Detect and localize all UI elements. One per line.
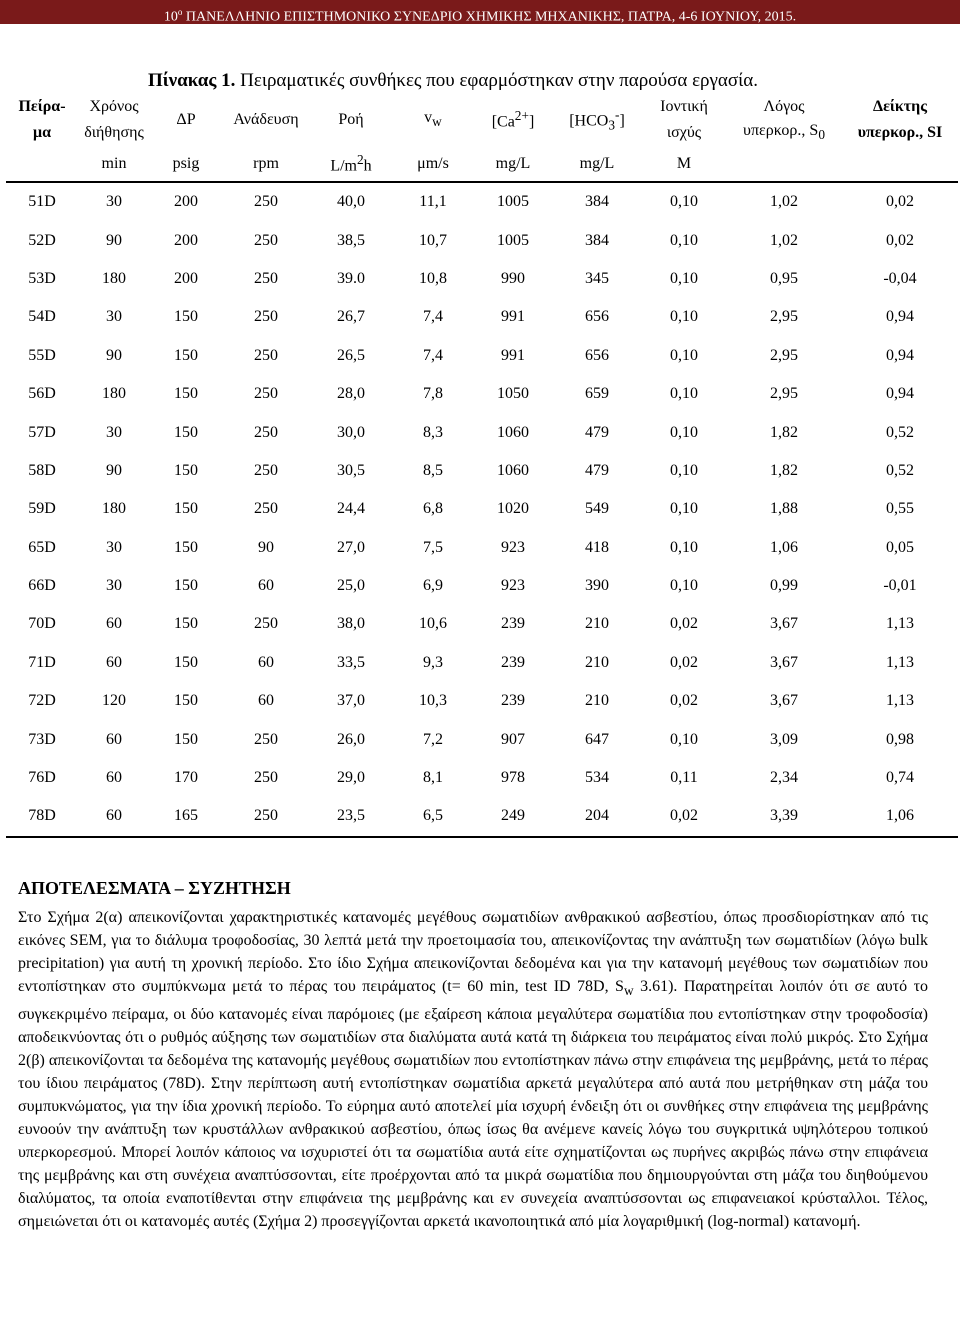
table-cell: 180 [102, 385, 126, 403]
table-body [6, 182, 958, 837]
table-cell: 1,82 [770, 423, 798, 441]
table-cell: 978 [501, 769, 525, 787]
table-cell: 150 [174, 692, 198, 710]
table-cell: 1,06 [842, 797, 958, 836]
table-cell: 26,5 [337, 346, 365, 364]
table-cell: 3,67 [770, 692, 798, 710]
table-cell: 0,10 [670, 385, 698, 403]
table-cell: 10,7 [419, 231, 447, 249]
caption-label: Πίνακας 1. [148, 70, 236, 91]
table-cell: 0,02 [670, 653, 698, 671]
table-cell: 1,13 [886, 615, 914, 633]
table-row [6, 644, 958, 682]
table-cell: 150 [174, 308, 198, 326]
table-row [6, 605, 958, 643]
table-cell: 8,1 [423, 769, 443, 787]
table-cell: 51D [28, 193, 56, 211]
table-cell: 60 [106, 653, 122, 671]
table-cell: 60 [106, 769, 122, 787]
table-cell: 150 [174, 730, 198, 748]
table-cell: 0,52 [886, 461, 914, 479]
table-cell: 0,10 [670, 461, 698, 479]
table-cell: 10,8 [419, 269, 447, 287]
table-cell: 90 [106, 346, 122, 364]
table-cell: 26,7 [337, 308, 365, 326]
table-cell: 1060 [497, 423, 529, 441]
table-cell: 30 [106, 538, 122, 556]
col-stirring: Ανάδευση [233, 111, 299, 128]
table-cell: 150 [174, 500, 198, 518]
table-cell: 70D [28, 615, 56, 633]
table-cell: 90 [258, 538, 274, 556]
table-cell: 647 [585, 730, 609, 748]
col-experiment-2: μα [33, 124, 51, 141]
table-cell: 55D [28, 346, 56, 364]
col-dp: ΔP [176, 111, 196, 128]
table-cell: 0,02 [670, 692, 698, 710]
table-cell: 923 [501, 577, 525, 595]
table-cell: -0,01 [883, 577, 917, 595]
table-cell: 0,10 [670, 730, 698, 748]
table-cell: 2,95 [770, 346, 798, 364]
table-cell: 30 [106, 577, 122, 595]
table-cell: 2,95 [770, 308, 798, 326]
table-cell: 479 [585, 461, 609, 479]
table-cell: 60 [78, 797, 150, 836]
table-row [6, 720, 958, 758]
table-cell: 0,52 [886, 423, 914, 441]
table-cell: 0,10 [670, 193, 698, 211]
table-cell: 71D [28, 653, 56, 671]
table-cell: 6,8 [423, 500, 443, 518]
table-cell: 1,02 [770, 193, 798, 211]
body-paragraph: Στο Σχήμα 2(α) απεικονίζονται χαρακτηριστικές κατανομές μεγέθους σωματιδίων ανθρακικού ασβεστίου, όπως προσδιορίστηκαν από τις εικόνες SEM, για το διάλυμα τροφοδοσίας, 30 λεπτά μετά την προετοιμασία του, απεικονίζοντας την ανάπτυξη των σωματιδίων (λόγω bulk precipitation) για αυτή τη χρονική περίοδο. Στο ίδιο Σχήμα απεικονίζονται δεδομένα και για την κατανομή μεγέθους των σωματιδίων που εντοπίστηκαν στο συμπύκνωμα μετά το πέρας του πειράματος (t= 60 min, test ID 78D, $S_w$ 3.61). Παρατηρείται λοιπόν ότι σε αυτό το συγκεκριμένο πείραμα, οι δύο κατανομές είναι παρόμοιες (με εξαίρεση κάποια μεγαλύτερα σωματίδια που εντοπίστηκαν στην τροφοδοσία) αποδεικνύοντας ότι ο ρυθμός αύξησης των σωματιδίων στα διαλύματα αυτά κατά τη διάρκεια του πειράματος είναι πολύ μικρός. Στο Σχήμα 2(β) απεικονίζονται τα δεδομένα της κατανομής μεγέθους σωματιδίων που εντοπίστηκαν πάνω στην επιφάνεια της μεμβράνης, μετά το πέρας του ίδιου πειράματος (78D). Στην περίπτωση αυτή εντοπίστηκαν σωματίδια αρκετά μεγαλύτερα από αυτά που μετρήθηκαν στη μάζα του συμπυκνώματος, για την ίδια χρονική περίοδο. Το εύρημα αυτό αποτελεί μία ισχυρή ένδειξη ότι οι συνθήκες στην επιφάνεια της μεμβράνης ευνοούν την ανάπτυξη των κρυστάλλων ανθρακικού ασβεστίου, όπως ίσως θα ανέμενε κανείς λόγω του συγκριτικά υψηλότερου τοπικού υπερκορεσμού. Μπορεί λοιπόν κάποιος να ισχυριστεί ότι τα σωματίδια αυτά είτε σχηματίζονται ως πυρήνες ακριβώς πάνω στην επιφάνεια της μεμβράνης και στη συνέχεια αναπτύσσονται, είτε προέρχονται από τα μικρά σωματίδια που δημιουργούνται στη μάζα του διηθούμενου διαλύματος, τα οποία εναποτίθενται στην επιφάνεια της μεμβράνης και εν συνεχεία αναπτύσσονται ως επιφανειακοί κρύσταλλοι. Τέλος, σημειώνεται ότι οι κατανομές αυτές (Σχήμα 2) προσεγγίζονται αρκετά ικανοποιητικά από μία λογαριθμική (log-normal) κατανομή. [18, 909, 929, 1231]
table-cell: 6,9 [423, 577, 443, 595]
table-cell: 60 [106, 615, 122, 633]
table-cell: 1005 [497, 231, 529, 249]
table-cell: 0,10 [670, 231, 698, 249]
table-cell: 0,10 [670, 423, 698, 441]
table-row [6, 682, 958, 720]
table-cell: 210 [585, 692, 609, 710]
table-cell: 37,0 [337, 692, 365, 710]
table-cell: 1,88 [770, 500, 798, 518]
table-cell: 76D [28, 769, 56, 787]
table-cell: 90 [106, 231, 122, 249]
table-cell: 2,95 [770, 385, 798, 403]
table-cell: 8,3 [423, 423, 443, 441]
table-cell: 0,10 [670, 500, 698, 518]
table-cell: 656 [585, 346, 609, 364]
table-cell: 72D [28, 692, 56, 710]
table-cell: 53D [28, 269, 56, 287]
table-cell: 250 [254, 231, 278, 249]
table-cell: 2,34 [770, 769, 798, 787]
table-cell: 30 [106, 423, 122, 441]
table-cell: 249 [474, 797, 552, 836]
col-experiment: Πείρα- [18, 98, 66, 115]
table-cell: 991 [501, 308, 525, 326]
table-cell: 250 [254, 308, 278, 326]
unit-flux: $L/m^2h$ [310, 146, 392, 182]
table-cell: 1,13 [886, 692, 914, 710]
table-cell: 210 [585, 615, 609, 633]
table-cell: 23,5 [310, 797, 392, 836]
table-cell: 165 [150, 797, 222, 836]
table-cell: 0,02 [670, 615, 698, 633]
table-cell: 0,10 [670, 269, 698, 287]
table-cell: 0,02 [886, 231, 914, 249]
table-cell: 7,5 [423, 538, 443, 556]
table-cell: 390 [585, 577, 609, 595]
table-cell: 78D [6, 797, 78, 836]
col-filtration-time-2: διήθησης [84, 124, 144, 141]
table-cell: 60 [258, 692, 274, 710]
table-cell: 33,5 [337, 653, 365, 671]
table-cell: 0,95 [770, 269, 798, 287]
unit-rpm: rpm [222, 146, 310, 182]
table-cell: 30,5 [337, 461, 365, 479]
table-cell: 40,0 [337, 193, 365, 211]
table-cell: 120 [102, 692, 126, 710]
table-row [6, 452, 958, 490]
table-cell: 60 [258, 577, 274, 595]
table-cell: 27,0 [337, 538, 365, 556]
table-cell: 7,4 [423, 308, 443, 326]
table-cell: 0,10 [670, 308, 698, 326]
table-cell: 204 [552, 797, 642, 836]
table-cell: 150 [174, 423, 198, 441]
table-cell: 534 [585, 769, 609, 787]
table-cell: 3,39 [726, 797, 842, 836]
table-cell: 65D [28, 538, 56, 556]
table-cell: 180 [102, 269, 126, 287]
table-cell: 60 [258, 653, 274, 671]
table-cell: 0,10 [670, 577, 698, 595]
table-cell: 0,98 [886, 730, 914, 748]
table-cell: 66D [28, 577, 56, 595]
table-cell: 7,8 [423, 385, 443, 403]
unit-mgl-ca: mg/L [474, 146, 552, 182]
table-cell: 3,67 [770, 615, 798, 633]
table-cell: 25,0 [337, 577, 365, 595]
table-cell: 0,11 [670, 769, 698, 787]
table-row [6, 337, 958, 375]
table-cell: 250 [254, 269, 278, 287]
table-cell: 907 [501, 730, 525, 748]
table-cell: 479 [585, 423, 609, 441]
table-cell: 250 [254, 461, 278, 479]
table-cell: 656 [585, 308, 609, 326]
col-ionic-strength: Ιοντική [660, 98, 708, 115]
table-cell: 0,55 [886, 500, 914, 518]
unit-molar: M [642, 146, 726, 182]
table-cell: -0,04 [883, 269, 917, 287]
table-cell: 28,0 [337, 385, 365, 403]
table-row [6, 221, 958, 259]
table-cell: 384 [585, 193, 609, 211]
table-row [6, 413, 958, 451]
table-cell: 30,0 [337, 423, 365, 441]
table-cell: 57D [28, 423, 56, 441]
table-cell: 200 [174, 193, 198, 211]
table-cell: 59D [28, 500, 56, 518]
table-cell: 250 [254, 500, 278, 518]
table-cell: 150 [174, 615, 198, 633]
caption-text: Πειραματικές συνθήκες που εφαρμόστηκαν στην παρούσα εργασία. [235, 70, 758, 91]
table-row [6, 182, 958, 221]
conditions-table [6, 94, 958, 838]
table-cell: 250 [254, 423, 278, 441]
table-cell: 1,13 [886, 653, 914, 671]
table-cell: 250 [222, 797, 310, 836]
table-cell: 11,1 [419, 193, 447, 211]
unit-psig: psig [150, 146, 222, 182]
table-cell: 250 [254, 346, 278, 364]
table-cell: 24,4 [337, 500, 365, 518]
table-cell: 250 [254, 615, 278, 633]
table-cell: 8,5 [423, 461, 443, 479]
table-cell: 250 [254, 385, 278, 403]
table-cell: 250 [254, 730, 278, 748]
table-cell: 923 [501, 538, 525, 556]
col-vw: $v_w$ [424, 109, 442, 130]
conference-header: $10^o$ ΠΑΝΕΛΛΗΝΙΟ ΕΠΙΣΤΗΜΟΝΙΚΟ ΣΥΝΕΔΡΙΟ ΧΗΜΙΚΗΣ ΜΗΧΑΝΙΚΗΣ, ΠΑΤΡΑ, 4-6 ΙΟΥΝΙΟΥ, 2015. [0, 0, 960, 24]
table-cell: 345 [585, 269, 609, 287]
table-row [6, 298, 958, 336]
table-cell: 29,0 [337, 769, 365, 787]
table-cell: 150 [174, 346, 198, 364]
table-row [6, 567, 958, 605]
table-cell: 1050 [497, 385, 529, 403]
table-cell: 239 [501, 615, 525, 633]
table-cell: 1020 [497, 500, 529, 518]
table-cell: 200 [174, 231, 198, 249]
table-cell: 9,3 [423, 653, 443, 671]
table-cell: 150 [174, 577, 198, 595]
table-cell: 549 [585, 500, 609, 518]
table-cell: 250 [254, 193, 278, 211]
table-cell: 150 [174, 461, 198, 479]
table-cell: 7,4 [423, 346, 443, 364]
col-supersaturation-index: Δείκτης [873, 98, 927, 115]
table-cell: 150 [174, 385, 198, 403]
table-row [6, 759, 958, 797]
table-cell: 90 [106, 461, 122, 479]
table-cell: 0,10 [670, 346, 698, 364]
table-cell: 1,06 [770, 538, 798, 556]
table-cell: 239 [501, 692, 525, 710]
table-cell: 384 [585, 231, 609, 249]
col-ca: $[Ca^{2+}]$ [491, 108, 535, 131]
col-filtration-time: Χρόνος [89, 98, 139, 115]
table-row [6, 529, 958, 567]
table-cell: 659 [585, 385, 609, 403]
table-cell: 3,09 [770, 730, 798, 748]
table-cell: 210 [585, 653, 609, 671]
table-cell: 56D [28, 385, 56, 403]
table-cell: 180 [102, 500, 126, 518]
table-cell: 0,94 [886, 385, 914, 403]
table-cell: 38,0 [337, 615, 365, 633]
table-cell: 170 [174, 769, 198, 787]
table-row [6, 375, 958, 413]
table-cell: 30 [106, 308, 122, 326]
unit-velocity: μm/s [392, 146, 474, 182]
table-cell: 1,02 [770, 231, 798, 249]
table-cell: 52D [28, 231, 56, 249]
table-cell: 73D [28, 730, 56, 748]
table-cell: 1060 [497, 461, 529, 479]
table-cell: 1,82 [770, 461, 798, 479]
table-cell: 0,74 [886, 769, 914, 787]
table-cell: 990 [501, 269, 525, 287]
col-ionic-strength-2: ισχύς [666, 124, 702, 141]
table-row [6, 490, 958, 528]
table-cell: 38,5 [337, 231, 365, 249]
table-cell: 1005 [497, 193, 529, 211]
table-cell: 239 [501, 653, 525, 671]
table-cell: 150 [174, 538, 198, 556]
table-cell: 0,94 [886, 308, 914, 326]
col-hco3: $[HCO_3^-]$ [569, 106, 625, 133]
table-cell: 0,94 [886, 346, 914, 364]
table-cell: 30 [106, 193, 122, 211]
col-supersaturation-ratio-2: υπερκορ., $S_0$ [743, 122, 825, 143]
table-cell: 0,10 [670, 538, 698, 556]
table-cell: 250 [254, 769, 278, 787]
table-caption [148, 70, 758, 92]
table-cell: 3,67 [770, 653, 798, 671]
table-cell: 0,02 [886, 193, 914, 211]
table-cell: 991 [501, 346, 525, 364]
table-row [6, 797, 958, 836]
table-cell: 6,5 [392, 797, 474, 836]
table-cell: 200 [174, 269, 198, 287]
table-row [6, 260, 958, 298]
unit-min: min [78, 146, 150, 182]
table-cell: 418 [585, 538, 609, 556]
table-cell: 0,02 [642, 797, 726, 836]
table-cell: 39.0 [337, 269, 365, 287]
table-cell: 58D [28, 461, 56, 479]
table-cell: 0,05 [886, 538, 914, 556]
table-cell: 54D [28, 308, 56, 326]
col-supersaturation-ratio: Λόγος [763, 98, 805, 115]
unit-mgl-hco3: mg/L [552, 146, 642, 182]
table-cell: 150 [174, 653, 198, 671]
section-title: ΑΠΟΤΕΛΕΣΜΑΤΑ – ΣΥΖΗΤΗΣΗ [18, 878, 291, 898]
table-cell: 26,0 [337, 730, 365, 748]
table-cell: 10,6 [419, 615, 447, 633]
table-cell: 7,2 [423, 730, 443, 748]
table-cell: 10,3 [419, 692, 447, 710]
table-cell: 60 [106, 730, 122, 748]
col-supersaturation-index-2: υπερκορ., SI [857, 124, 943, 141]
col-flow: Ροή [338, 111, 364, 128]
table-cell: 0,99 [770, 577, 798, 595]
